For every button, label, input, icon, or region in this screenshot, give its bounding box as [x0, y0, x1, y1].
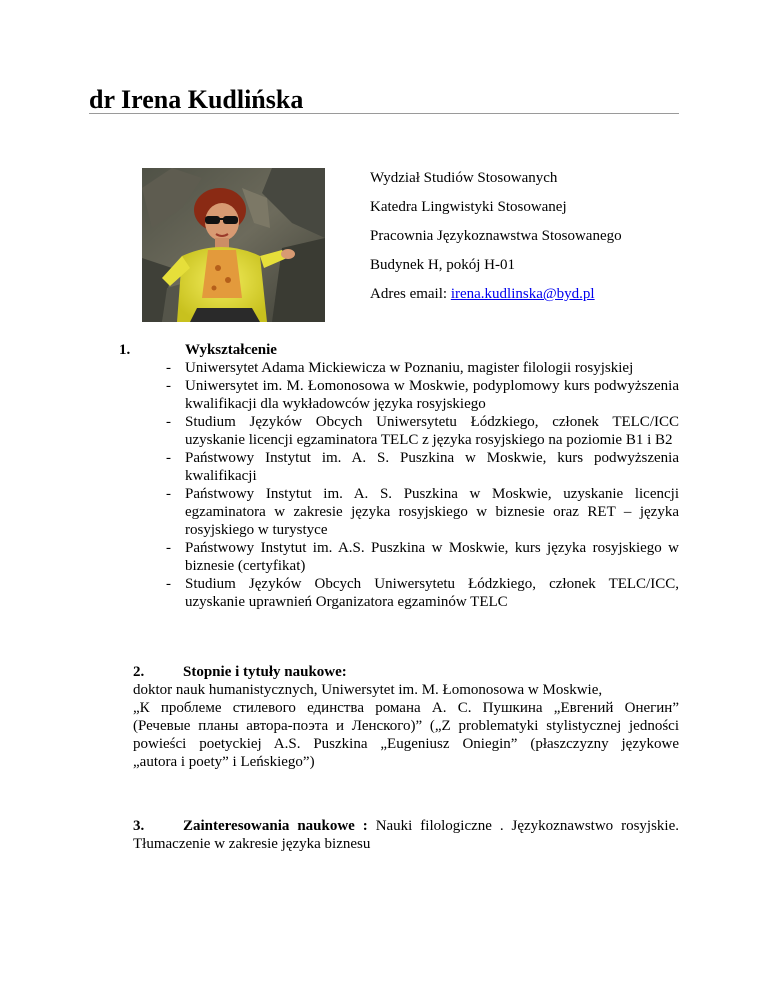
email-label: Adres email:: [370, 286, 451, 302]
list-item: [119, 359, 679, 377]
list-item-text: Państwowy Instytut im. A.S. Puszkina w Moskwie, kurs języka rosyjskiego w biznesie (certyfikat): [185, 540, 679, 574]
degrees-number: 2.: [133, 664, 145, 680]
unit-line: Pracownia Językoznawstwa Stosowanego: [370, 228, 622, 244]
education-number: 1.: [119, 342, 131, 358]
contact-info: [370, 168, 622, 313]
list-dash: -: [166, 450, 171, 466]
interests-line: [183, 817, 679, 835]
degrees-line: doktor nauk humanistycznych, Uniwersytet im. M. Łomonosowa w Moskwie,: [133, 682, 603, 698]
list-item: [119, 485, 679, 539]
interests-text-first: Nauki filologiczne . Językoznawstwo rosyjskie.: [367, 818, 679, 834]
education-section: [119, 341, 679, 611]
list-item-text: Studium Języków Obcych Uniwersytetu Łódzkiego, członek TELC/ICC, uzyskanie uprawnień Organizatora egzaminów TELC: [185, 576, 679, 610]
list-item-text: Uniwersytet Adama Mickiewicza w Poznaniu, magister filologii rosyjskiej: [185, 360, 634, 376]
degrees-line: „К проблеме стилевого единства романа А. С. Пушкина „Евгений Онегин”: [133, 700, 679, 716]
page-title: dr Irena Kudlińska: [89, 85, 304, 114]
interests-number: 3.: [133, 818, 145, 834]
faculty-line: Wydział Studiów Stosowanych: [370, 170, 558, 186]
profile-photo: [142, 168, 325, 322]
list-item: [119, 539, 679, 575]
education-title: Wykształcenie: [185, 342, 277, 358]
list-item-text: Państwowy Instytut im. A. S. Puszkina w Moskwie, kurs podwyższenia kwalifikacji: [185, 450, 679, 484]
list-dash: -: [166, 486, 171, 502]
degrees-heading: [133, 663, 679, 681]
interests-text-second: Tłumaczenie w zakresie języka biznesu: [133, 836, 371, 852]
list-dash: -: [166, 360, 171, 376]
degrees-section: [133, 663, 679, 681]
list-dash: -: [166, 378, 171, 394]
degrees-line: powieści poetyckiej A.S. Puszkina „Eugeniusz Oniegin” (płaszczyzny językowe: [133, 736, 679, 752]
degrees-line: (Речевые планы автора-поэта и Ленского)” („Z problematyki stylistycznej jedności: [133, 718, 679, 734]
list-item-text: Państwowy Instytut im. A. S. Puszkina w Moskwie, uzyskanie licencji egzaminatora w zakresie języka rosyjskiego w biznesie oraz RET – języka rosyjskiego w turystyce: [185, 486, 679, 538]
list-dash: -: [166, 576, 171, 592]
room-line: Budynek H, pokój H-01: [370, 257, 515, 273]
list-dash: -: [166, 540, 171, 556]
degrees-line: „autora i poety” i Leńskiego”): [133, 754, 315, 770]
list-item: [119, 575, 679, 611]
list-item: [119, 377, 679, 413]
title-underline: [89, 113, 679, 114]
interests-section: [133, 817, 679, 853]
education-list: [119, 359, 679, 611]
interests-heading: [133, 817, 679, 835]
interests-title: Zainteresowania naukowe :: [183, 818, 368, 834]
degrees-body: [133, 681, 679, 771]
department-line: Katedra Lingwistyki Stosowanej: [370, 199, 567, 215]
email-line: [370, 284, 622, 313]
email-link[interactable]: irena.kudlinska@byd.pl: [450, 286, 595, 302]
list-dash: -: [166, 414, 171, 430]
education-heading: [119, 341, 679, 359]
list-item-text: Uniwersytet im. M. Łomonosowa w Moskwie, podyplomowy kurs podwyższenia kwalifikacji dla wykładowców języka rosyjskiego: [185, 378, 679, 412]
list-item-text: Studium Języków Obcych Uniwersytetu Łódzkiego, członek TELC/ICC uzyskanie licencji egzaminatora TELC z języka rosyjskiego na poziomie B1 i B2: [185, 414, 679, 448]
list-item: [119, 413, 679, 449]
degrees-title: Stopnie i tytuły naukowe:: [183, 664, 347, 680]
list-item: [119, 449, 679, 485]
